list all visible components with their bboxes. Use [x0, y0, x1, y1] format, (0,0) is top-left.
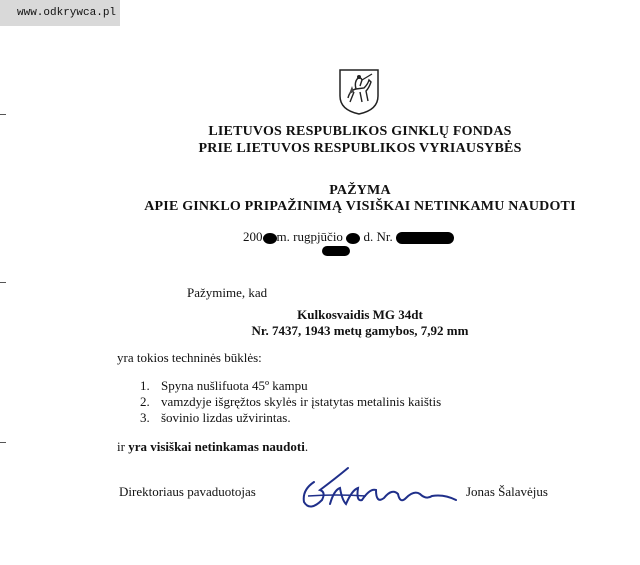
- coat-of-arms-icon: [338, 68, 380, 116]
- redacted-place: [322, 246, 350, 256]
- scan-edge-mark: [0, 442, 6, 443]
- handwritten-signature: [296, 460, 466, 520]
- weapon-details: Nr. 7437, 1943 metų gamybos, 7,92 mm: [251, 323, 469, 338]
- condition-intro: yra tokios techninės būklės:: [117, 350, 262, 365]
- intro-text: Pažymime, kad: [187, 285, 268, 300]
- date-line: [243, 229, 454, 245]
- date-number-label: d. Nr.: [363, 229, 393, 244]
- document-subtitle: APIE GINKLO PRIPAŽINIMĄ VISIŠKAI NETINKAMU NAUDOTI: [144, 199, 576, 214]
- redacted-day: [346, 233, 360, 244]
- redacted-document-number: [396, 232, 454, 244]
- conclusion-text: ir yra visiškai netinkamas naudoti.: [117, 439, 309, 454]
- conclusion-bold: yra visiškai netinkamas naudoti: [128, 439, 305, 454]
- signatory-role: Direktoriaus pavaduotojas: [119, 484, 256, 499]
- date-month: m. rugpjūčio: [276, 229, 343, 244]
- scan-edge-mark: [0, 114, 6, 115]
- watermark-label: www.odkrywca.pl: [0, 0, 120, 26]
- document-title: PAŽYMA: [329, 183, 391, 198]
- organization-name: LIETUVOS RESPUBLIKOS GINKLŲ FONDAS: [208, 124, 512, 139]
- signatory-name: Jonas Šalavėjus: [466, 484, 548, 499]
- condition-list-item: 2. vamzdyje išgręžtos skylės ir įstatytas metalinis kaištis: [140, 394, 442, 409]
- condition-list-item: 1. Spyna nušlifuota 45º kampu: [140, 378, 308, 393]
- organization-subtitle: PRIE LIETUVOS RESPUBLIKOS VYRIAUSYBĖS: [198, 141, 522, 156]
- redacted-year-digit: [263, 233, 277, 244]
- weapon-name: Kulkosvaidis MG 34dt: [297, 307, 423, 322]
- condition-list-item: 3. šovinio lizdas užvirintas.: [140, 410, 291, 425]
- date-year-prefix: 200: [243, 229, 263, 244]
- scan-edge-mark: [0, 282, 6, 283]
